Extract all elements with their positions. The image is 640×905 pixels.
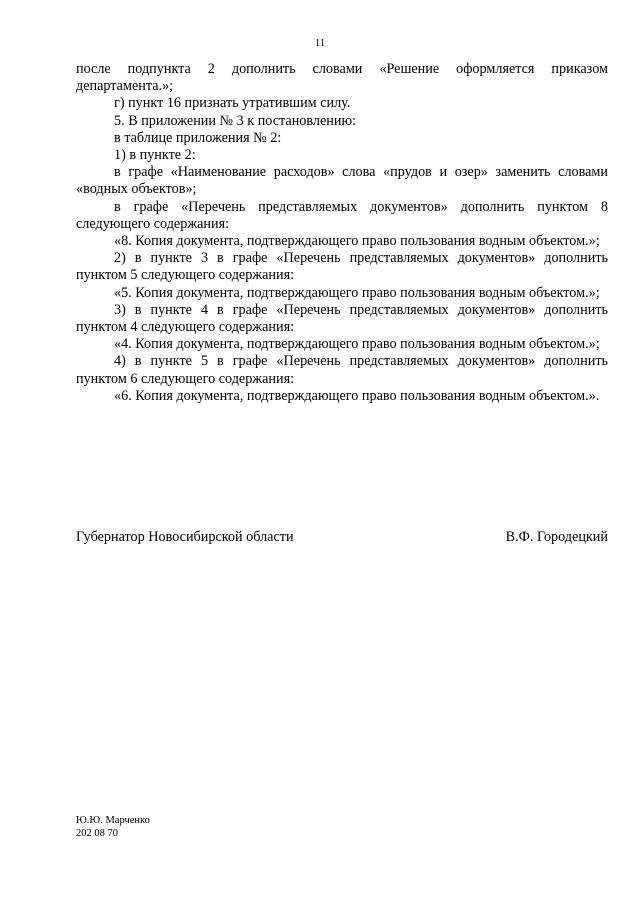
- executor-name: Ю.Ю. Марченко: [76, 815, 150, 826]
- paragraph: 5. В приложении № 3 к постановлению:: [114, 112, 357, 129]
- paragraph: в таблице приложения № 2:: [114, 129, 282, 146]
- paragraph: 3) в пункте 4 в графе «Перечень представляемых документов» дополнить пунктом 4 следующего содержания:: [76, 301, 608, 336]
- signatory-name: В.Ф. Городецкий: [505, 529, 608, 545]
- paragraph: 4) в пункте 5 в графе «Перечень представляемых документов» дополнить пунктом 6 следующего содержания:: [76, 353, 608, 387]
- paragraph: «5. Копия документа, подтверждающего право пользования водным объектом.»;: [114, 284, 600, 301]
- paragraph: 1) в пункте 2:: [114, 147, 196, 164]
- paragraph: г) пункт 16 признать утратившим силу.: [114, 95, 351, 112]
- paragraph: «8. Копия документа, подтверждающего право пользования водным объектом.»;: [114, 233, 600, 250]
- page-number: 11: [314, 37, 326, 49]
- paragraph: в графе «Наименование расходов» слова «прудов и озер» заменить словами «водных объектов»;: [76, 164, 608, 198]
- document-body: [76, 61, 608, 405]
- signatory-title: Губернатор Новосибирской области: [76, 529, 294, 545]
- paragraph: в графе «Перечень представляемых документов» дополнить пунктом 8 следующего содержания:: [76, 198, 608, 232]
- paragraph: «4. Копия документа, подтверждающего право пользования водным объектом.»;: [114, 336, 600, 353]
- executor-block: [76, 815, 150, 840]
- paragraph: после подпункта 2 дополнить словами «Решение оформляется приказом департамента.»;: [76, 61, 608, 95]
- paragraph: 2) в пункте 3 в графе «Перечень представляемых документов» дополнить пунктом 5 следующего содержания:: [76, 250, 608, 284]
- paragraph: «6. Копия документа, подтверждающего право пользования водным объектом.».: [114, 387, 600, 404]
- executor-phone: 202 08 70: [76, 827, 118, 839]
